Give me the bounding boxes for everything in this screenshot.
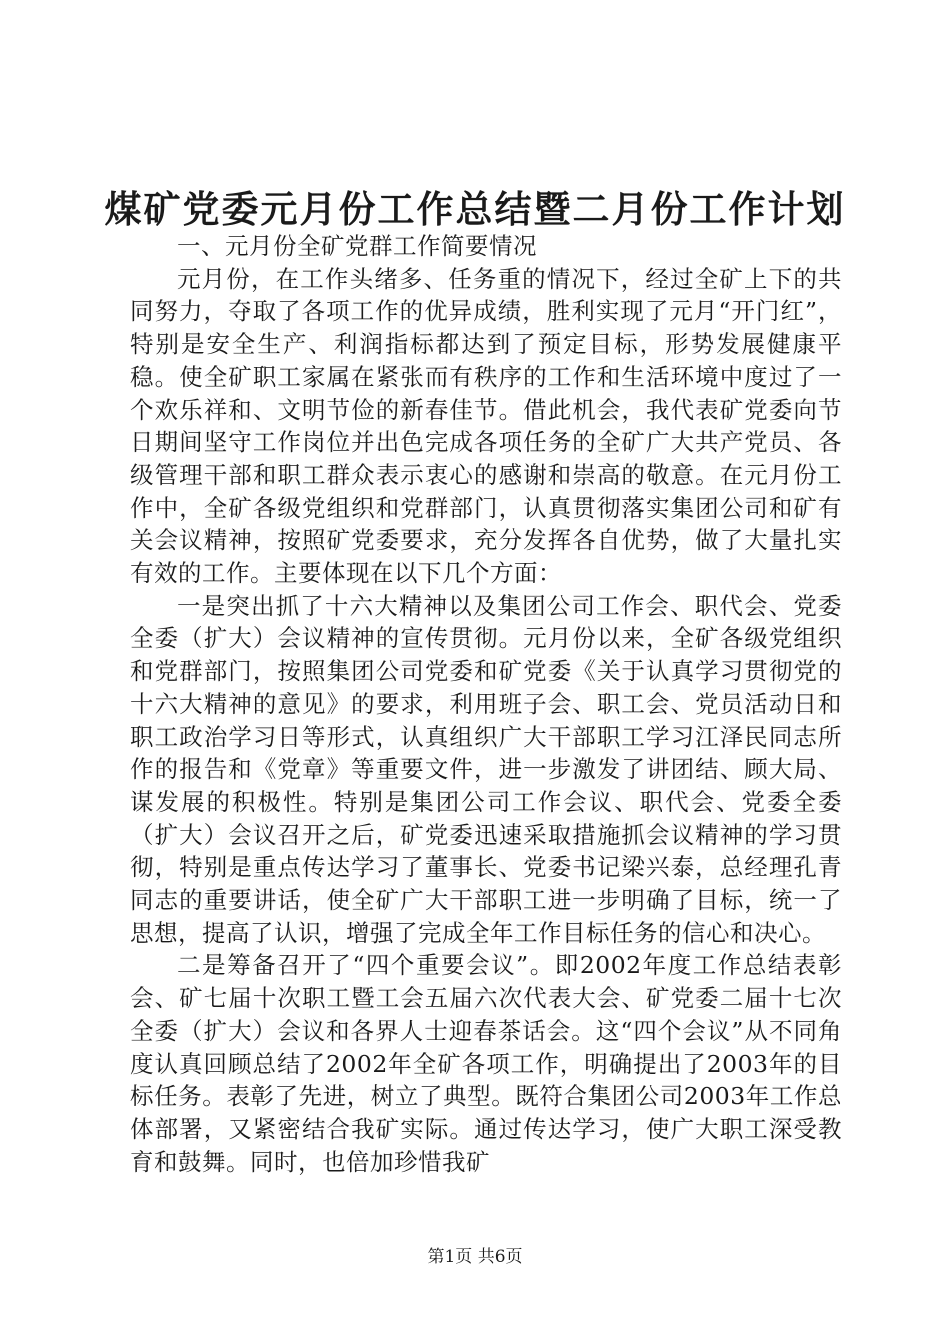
section-heading: 一、元月份全矿党群工作简要情况 bbox=[177, 232, 537, 260]
paragraph: 一是突出抓了十六大精神以及集团公司工作会、职代会、党委全委（扩大）会议精神的宣传贯彻。元月份以来，全矿各级党组织和党群部门，按照集团公司党委和矿党委《关于认真学习贯彻党的十六大精神的意见》的要求，利用班子会、职工会、党员活动日和职工政治学习日等形式，认真组织广大干部职工学习江泽民同志所作的报告和《党章》等重要文件，进一步激发了讲团结、顾大局、谋发展的积极性。特别是集团公司工作会议、职代会、党委全委（扩大）会议召开之后，矿党委迅速采取措施抓会议精神的学习贯彻，特别是重点传达学习了董事长、党委书记梁兴泰，总经理孔青同志的重要讲话，使全矿广大干部职工进一步明确了目标，统一了思想，提高了认识，增强了完成全年工作目标任务的信心和决心。 bbox=[130, 591, 842, 947]
paragraph: 元月份，在工作头绪多、任务重的情况下，经过全矿上下的共同努力，夺取了各项工作的优异成绩，胜利实现了元月“开门红”，特别是安全生产、利润指标都达到了预定目标，形势发展健康平稳。使全矿职工家属在紧张而有秩序的工作和生活环境中度过了一个欢乐祥和、文明节俭的新春佳节。借此机会，我代表矿党委向节日期间坚守工作岗位并出色完成各项任务的全矿广大共产党员、各级管理干部和职工群众表示衷心的感谢和崇高的敬意。在元月份工作中，全矿各级党组织和党群部门，认真贯彻落实集团公司和矿有关会议精神，按照矿党委要求，充分发挥各自优势，做了大量扎实有效的工作。主要体现在以下几个方面： bbox=[130, 264, 842, 588]
document-body bbox=[130, 230, 842, 1178]
paragraph: 二是筹备召开了“四个重要会议”。即2002年度工作总结表彰会、矿七届十次职工暨工会五届六次代表大会、矿党委二届十七次全委（扩大）会议和各界人士迎春茶话会。这“四个会议”从不同角度认真回顾总结了2002年全矿各项工作，明确提出了2003年的目标任务。表彰了先进，树立了典型。既符合集团公司2003年工作总体部署，又紧密结合我矿实际。通过传达学习，使广大职工深受教育和鼓舞。同时，也倍加珍惜我矿 bbox=[130, 951, 842, 1176]
page-number-footer: 第1页 共6页 bbox=[427, 1247, 523, 1267]
document-title: 煤矿党委元月份工作总结暨二月份工作计划 bbox=[104, 187, 846, 231]
